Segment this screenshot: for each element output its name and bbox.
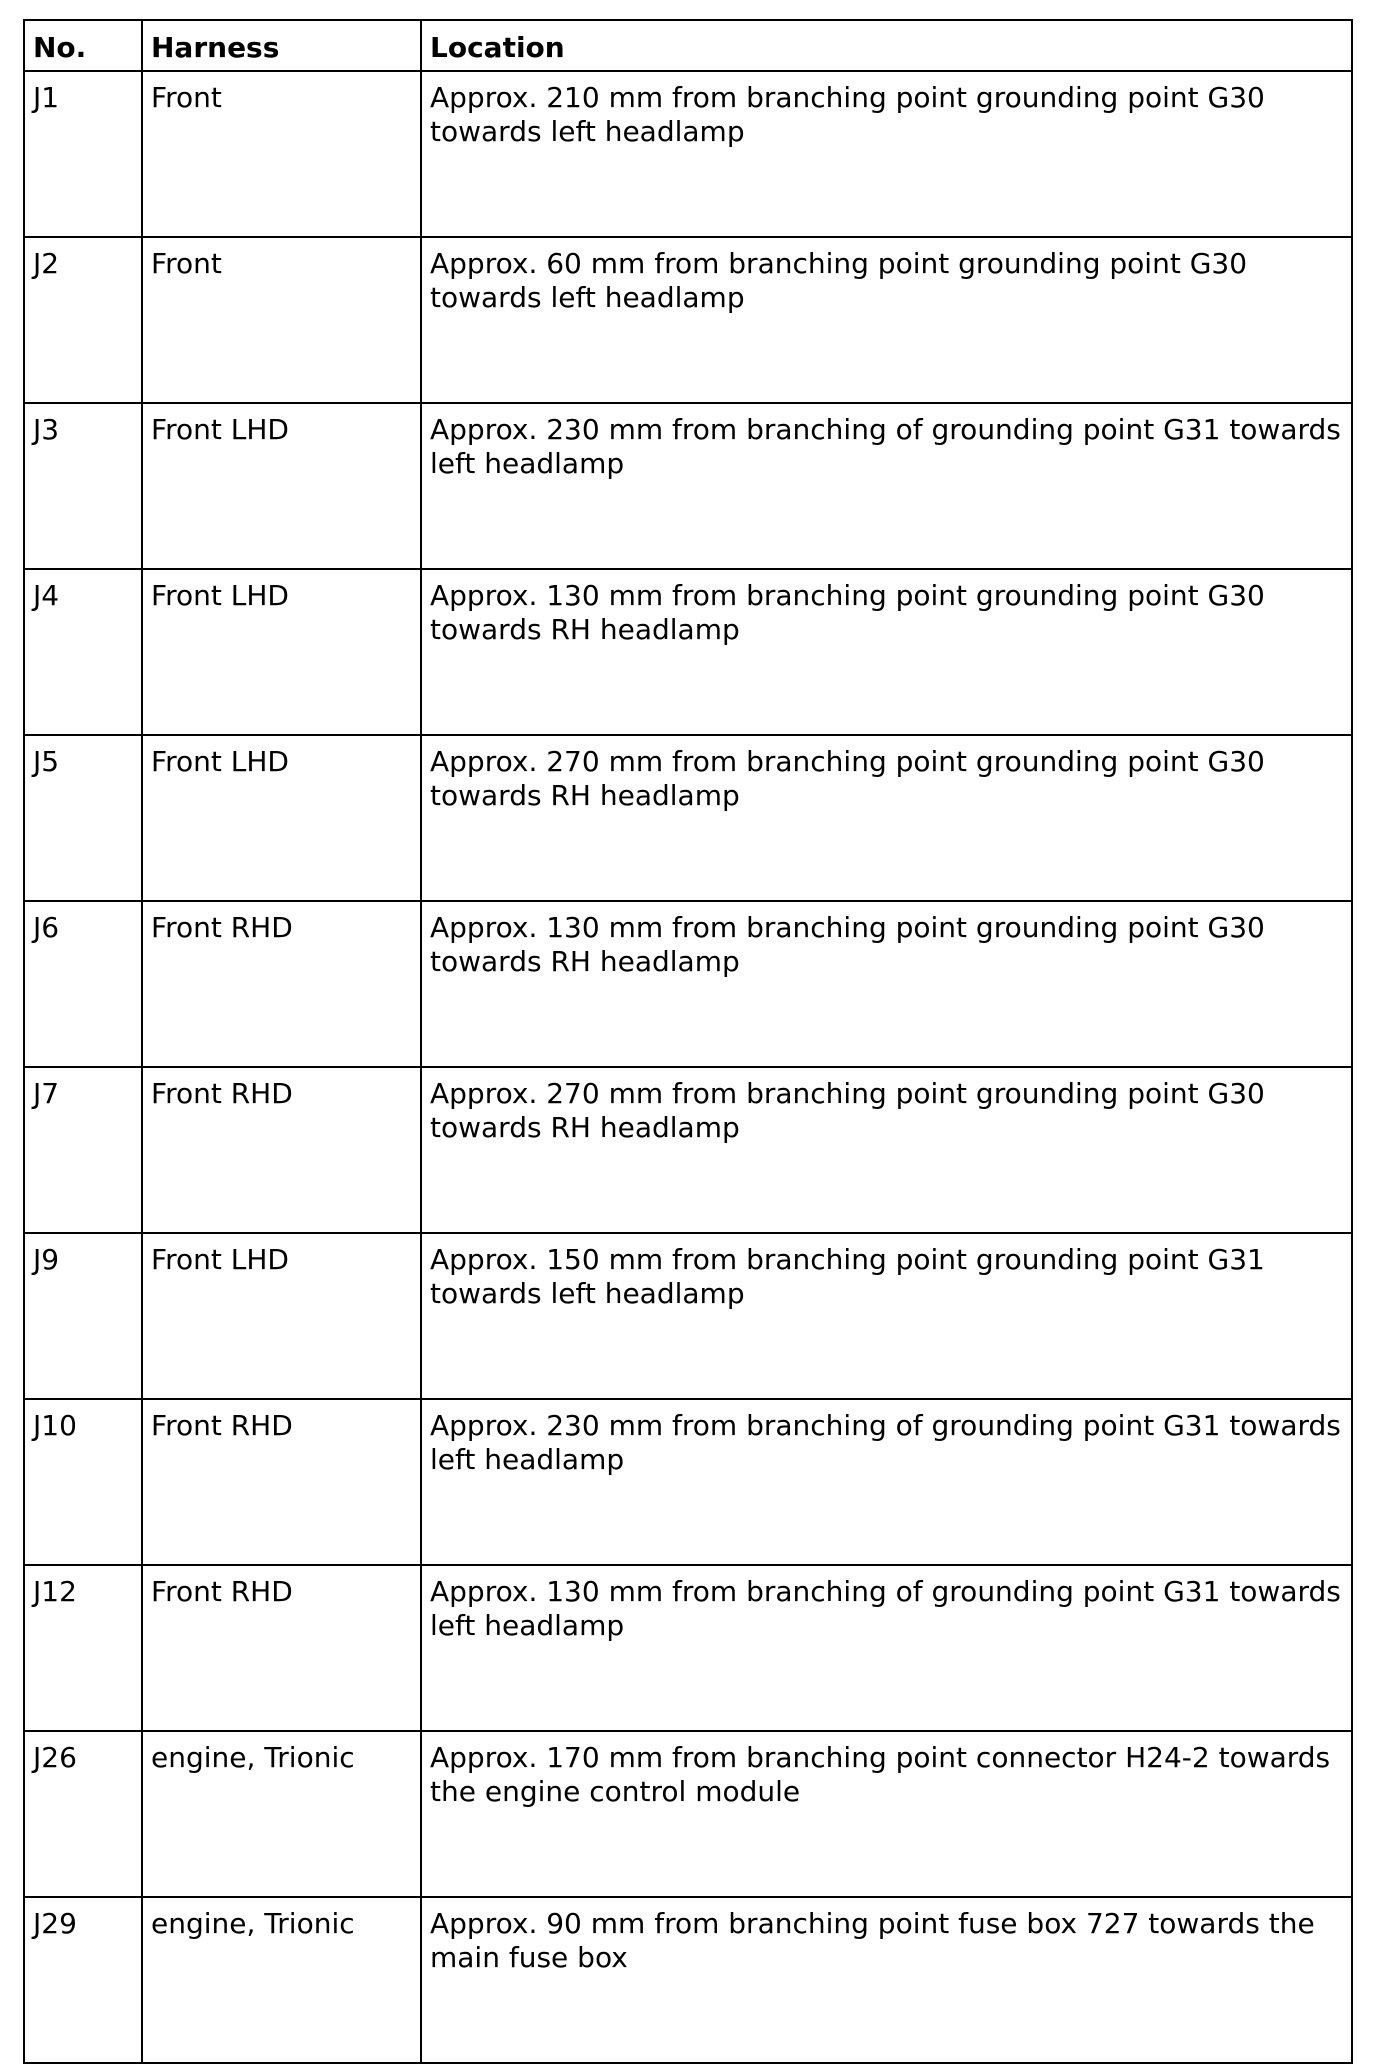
cell-harness: engine, Trionic (142, 1897, 421, 2063)
splice-location-table (23, 19, 1353, 2064)
cell-location: Approx. 230 mm from branching of grounding point G31 towards left headlamp (421, 403, 1352, 569)
cell-no: J3 (24, 403, 142, 569)
cell-location: Approx. 90 mm from branching point fuse box 727 towards the main fuse box (421, 1897, 1352, 2063)
cell-location: Approx. 270 mm from branching point grounding point G30 towards RH headlamp (421, 1067, 1352, 1233)
cell-no: J4 (24, 569, 142, 735)
cell-no: J1 (24, 71, 142, 237)
cell-no: J7 (24, 1067, 142, 1233)
table-row (24, 237, 1352, 403)
cell-location: Approx. 170 mm from branching point connector H24-2 towards the engine control module (421, 1731, 1352, 1897)
header-no: No. (24, 20, 142, 71)
cell-location: Approx. 130 mm from branching point grounding point G30 towards RH headlamp (421, 901, 1352, 1067)
cell-no: J6 (24, 901, 142, 1067)
cell-harness: Front RHD (142, 1565, 421, 1731)
cell-no: J10 (24, 1399, 142, 1565)
cell-no: J12 (24, 1565, 142, 1731)
cell-no: J2 (24, 237, 142, 403)
table-row (24, 1067, 1352, 1233)
cell-location: Approx. 130 mm from branching point grounding point G30 towards RH headlamp (421, 569, 1352, 735)
cell-location: Approx. 130 mm from branching of grounding point G31 towards left headlamp (421, 1565, 1352, 1731)
cell-no: J5 (24, 735, 142, 901)
cell-location: Approx. 230 mm from branching of grounding point G31 towards left headlamp (421, 1399, 1352, 1565)
header-harness: Harness (142, 20, 421, 71)
table-row (24, 735, 1352, 901)
cell-location: Approx. 270 mm from branching point grounding point G30 towards RH headlamp (421, 735, 1352, 901)
cell-harness: Front RHD (142, 1399, 421, 1565)
cell-location: Approx. 60 mm from branching point grounding point G30 towards left headlamp (421, 237, 1352, 403)
table-row (24, 1731, 1352, 1897)
table-row (24, 71, 1352, 237)
table-row (24, 1399, 1352, 1565)
header-location: Location (421, 20, 1352, 71)
cell-harness: Front (142, 237, 421, 403)
cell-no: J9 (24, 1233, 142, 1399)
table-row (24, 1897, 1352, 2063)
table-row (24, 901, 1352, 1067)
cell-location: Approx. 210 mm from branching point grounding point G30 towards left headlamp (421, 71, 1352, 237)
cell-no: J29 (24, 1897, 142, 2063)
table-row (24, 569, 1352, 735)
table-header-row (24, 20, 1352, 71)
cell-location: Approx. 150 mm from branching point grounding point G31 towards left headlamp (421, 1233, 1352, 1399)
cell-harness: Front (142, 71, 421, 237)
table-row (24, 403, 1352, 569)
cell-harness: Front RHD (142, 901, 421, 1067)
cell-harness: Front LHD (142, 735, 421, 901)
cell-harness: Front LHD (142, 569, 421, 735)
table-row (24, 1565, 1352, 1731)
cell-no: J26 (24, 1731, 142, 1897)
cell-harness: Front RHD (142, 1067, 421, 1233)
cell-harness: Front LHD (142, 1233, 421, 1399)
cell-harness: engine, Trionic (142, 1731, 421, 1897)
table-row (24, 1233, 1352, 1399)
cell-harness: Front LHD (142, 403, 421, 569)
